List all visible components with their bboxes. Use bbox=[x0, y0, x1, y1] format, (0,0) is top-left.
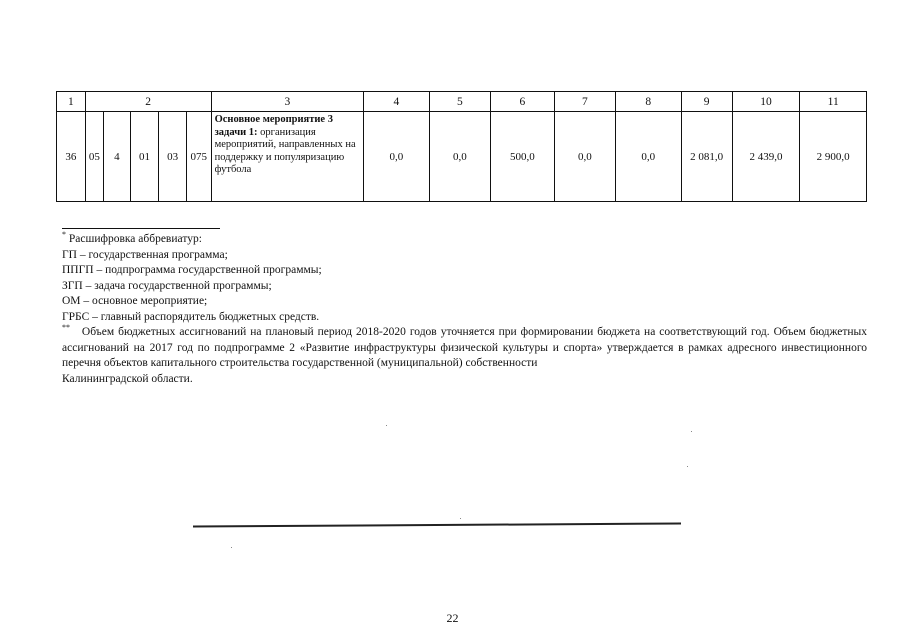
value-cell: 500,0 bbox=[491, 112, 554, 202]
row-number-cell: 36 bbox=[57, 112, 86, 202]
table-row bbox=[57, 112, 867, 202]
value-cell: 2 439,0 bbox=[732, 112, 800, 202]
page-number: 22 bbox=[446, 611, 459, 625]
table-header-row bbox=[57, 92, 867, 112]
header-cell: 5 bbox=[429, 92, 490, 112]
footnote-marker: ** bbox=[62, 323, 70, 333]
description-bold: Основное мероприятие 3 задачи 1: bbox=[214, 114, 333, 138]
footnote-marker: * bbox=[62, 230, 66, 240]
code-cell: 075 bbox=[186, 112, 211, 202]
header-cell: 4 bbox=[364, 92, 430, 112]
header-cell: 10 bbox=[732, 92, 800, 112]
scan-speck bbox=[687, 466, 688, 467]
abbreviation-item: ГРБС – главный распорядитель бюджетных средств. bbox=[62, 310, 320, 323]
value-cell: 0,0 bbox=[554, 112, 615, 202]
budget-note-text: Объем бюджетных ассигнований на плановый период 2018-2020 годов уточняется при формировании бюджета на соответствующий год. Объем бюджетных ассигнований на 2017 год по подпрограмме 2 «Развитие инфраструктуры физической культуры и спорта» утверждается в рамках адресного инвестиционного перечня объектов капитального строительства государственной (муниципальной) собственности bbox=[62, 326, 868, 369]
header-cell: 2 bbox=[85, 92, 211, 112]
scan-speck bbox=[691, 431, 692, 432]
header-cell: 8 bbox=[616, 92, 682, 112]
description-text: организация мероприятий, направленных на поддержку и популяризацию футбола bbox=[214, 126, 356, 175]
value-cell: 2 900,0 bbox=[800, 112, 867, 202]
abbreviation-title-text: Расшифровка аббревиатур: bbox=[68, 233, 202, 245]
signature-line bbox=[193, 523, 681, 528]
budget-note bbox=[62, 325, 867, 372]
scan-speck bbox=[460, 518, 461, 519]
header-cell: 11 bbox=[800, 92, 867, 112]
value-cell: 0,0 bbox=[364, 112, 430, 202]
header-cell: 7 bbox=[554, 92, 615, 112]
code-cell: 05 bbox=[85, 112, 103, 202]
header-cell: 6 bbox=[491, 92, 554, 112]
header-cell: 9 bbox=[681, 92, 732, 112]
code-cell: 4 bbox=[104, 112, 131, 202]
scan-speck bbox=[231, 547, 232, 548]
abbreviation-item: ОМ – основное мероприятие; bbox=[62, 295, 208, 307]
code-cell: 01 bbox=[130, 112, 159, 202]
header-cell: 3 bbox=[211, 92, 364, 112]
budget-note-last-line: Калининградской области. bbox=[62, 372, 193, 385]
value-cell: 2 081,0 bbox=[681, 112, 732, 202]
value-cell: 0,0 bbox=[429, 112, 490, 202]
scan-speck bbox=[386, 425, 387, 426]
value-cell: 0,0 bbox=[616, 112, 682, 202]
footnote-divider bbox=[62, 228, 220, 229]
budget-table bbox=[56, 91, 867, 202]
abbreviation-item: ППГП – подпрограмма государственной программы; bbox=[62, 264, 322, 276]
code-cell: 03 bbox=[159, 112, 187, 202]
header-cell: 1 bbox=[57, 92, 86, 112]
abbreviation-item: ГП – государственная программа; bbox=[62, 248, 228, 261]
abbreviation-item: ЗГП – задача государственной программы; bbox=[62, 279, 272, 292]
footnotes bbox=[62, 232, 867, 387]
description-cell bbox=[211, 112, 364, 202]
abbreviation-title bbox=[62, 232, 867, 248]
